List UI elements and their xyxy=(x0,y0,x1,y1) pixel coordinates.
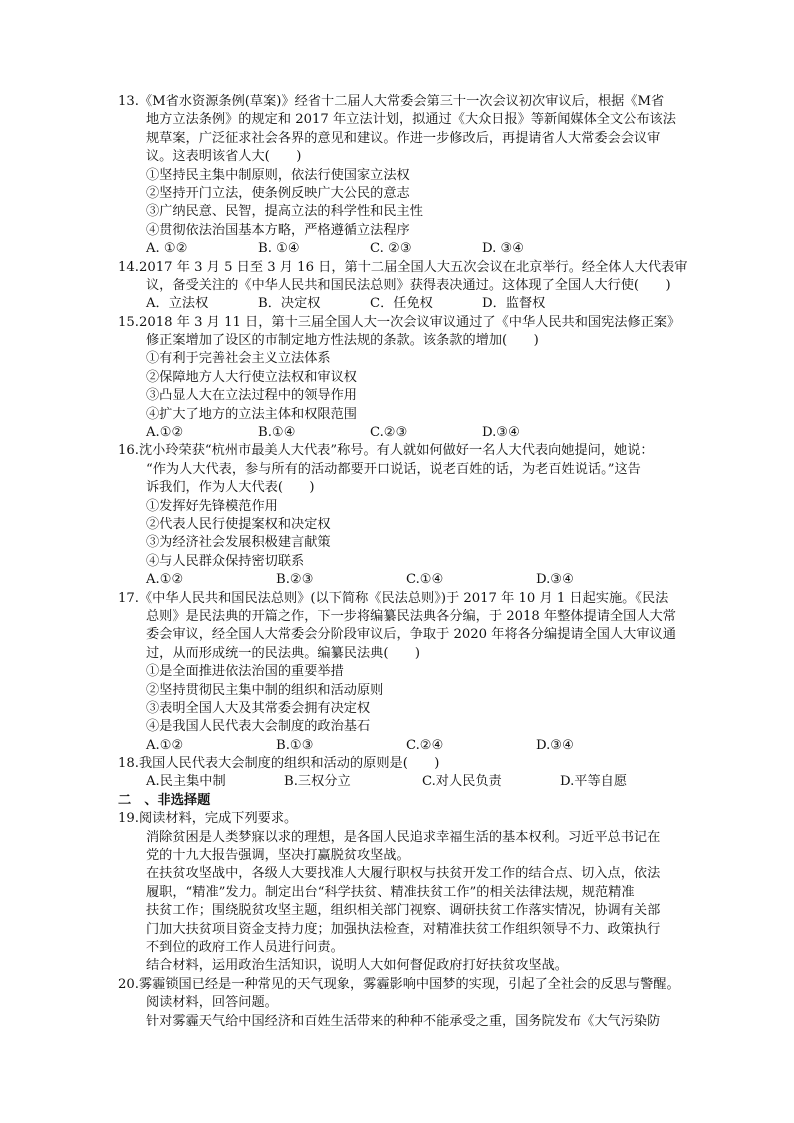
question-stem-line: 13.《M省水资源条例(草案)》经省十二届人大常委会第三十一次会议初次审议后，根据《M省 xyxy=(118,94,665,109)
choice-b: B. ①④ xyxy=(258,241,300,257)
choice-c: C.对人民负责 xyxy=(422,774,502,790)
choice-a: A．立法权 xyxy=(146,296,209,312)
question-stem-line: “作为人大代表，参与所有的活动都要开口说话，说老百姓的话，为老百姓说话。”这告 xyxy=(146,461,641,477)
question-stem-line: 17.《中华人民共和国民法总则》(以下简称《民法总则》)于 2017 年 10 月 1 日起实施。《民法 xyxy=(118,590,669,606)
statement-option: ④与人民群众保持密切联系 xyxy=(146,553,305,569)
statement-option: ①有利于完善社会主义立法体系 xyxy=(146,351,331,367)
choice-b: B.①④ xyxy=(258,425,296,441)
question-stem-line: 总则》是民法典的开篇之作，下一步将编纂民法典各分编，于 2018 年整体提请全国人大常 xyxy=(146,608,676,624)
choice-b: B.②③ xyxy=(276,572,314,588)
page-content xyxy=(118,93,700,1031)
material-paragraph-line: 党的十九大报告强调，坚决打赢脱贫攻坚战。 xyxy=(146,848,410,864)
choice-d: D.平等自愿 xyxy=(560,774,628,790)
choice-c: C. ②③ xyxy=(370,241,412,257)
choice-d: D.③④ xyxy=(536,572,574,588)
choice-a: A.①② xyxy=(146,572,184,588)
choice-b: B.①③ xyxy=(276,737,314,753)
material-paragraph-line: 不到位的政府工作人员进行问责。 xyxy=(146,939,344,955)
answer-choices xyxy=(118,737,700,755)
section-title: 二 、非选择题 xyxy=(118,792,211,808)
choice-d: D．监督权 xyxy=(482,296,546,312)
choice-b: B.三权分立 xyxy=(284,774,351,790)
choice-a: A.①② xyxy=(146,425,184,441)
material-paragraph-line: 在扶贫攻坚战中，各级人大要找准人大履行职权与扶贫开发工作的结合点、切入点，依法 xyxy=(146,866,661,882)
statement-option: ④是我国人民代表大会制度的政治基石 xyxy=(146,719,371,735)
question-19 xyxy=(118,810,700,976)
choice-b: B．决定权 xyxy=(258,296,321,312)
statement-option: ②坚持开门立法，使条例反映广大公民的意志 xyxy=(146,185,410,201)
statement-option: ①坚持民主集中制原则，依法行使国家立法权 xyxy=(146,167,410,183)
question-stem-line: 16.沈小玲荣获“杭州市最美人大代表”称号。有人就如何做好一名人大代表向她提问，她说： xyxy=(118,443,654,459)
statement-option: ③表明全国人大及其常委会拥有决定权 xyxy=(146,700,371,716)
choice-a: A.①② xyxy=(146,737,184,753)
answer-choices xyxy=(118,295,700,313)
question-stem-line: 过，从而形成统一的民法典。编纂民法典( ) xyxy=(146,645,421,661)
material-paragraph-line: 履职，“精准”发力。制定出台“科学扶贫、精准扶贫工作”的相关法律法规，规范精准 xyxy=(146,884,635,900)
choice-c: C.②④ xyxy=(406,737,444,753)
choice-d: D. ③④ xyxy=(482,241,525,257)
choice-c: C.②③ xyxy=(370,425,408,441)
answer-choices xyxy=(118,424,700,442)
statement-option: ②保障地方人大行使立法权和审议权 xyxy=(146,369,357,385)
statement-option: ②坚持贯彻民主集中制的组织和活动原则 xyxy=(146,682,384,698)
statement-option: ④扩大了地方的立法主体和权限范围 xyxy=(146,406,357,422)
choice-d: D.③④ xyxy=(482,425,520,441)
question-stem-line: 18.我国人民代表大会制度的组织和活动的原则是( ) xyxy=(118,756,440,772)
question-13 xyxy=(118,93,700,259)
material-paragraph-line: 扶贫工作；围绕脱贫攻坚主题，组织相关部门视察、调研扶贫工作落实情况，协调有关部 xyxy=(146,903,661,919)
statement-option: ①是全面推进依法治国的重要举措 xyxy=(146,664,344,680)
statement-option: ②代表人民行使提案权和决定权 xyxy=(146,516,331,532)
question-17 xyxy=(118,590,700,756)
question-15 xyxy=(118,314,700,443)
question-16 xyxy=(118,442,700,589)
question-stem-line: 20.雾霾锁国已经是一种常见的天气现象，雾霾影响中国梦的实现，引起了全社会的反思与警醒。 xyxy=(118,976,680,992)
question-stem-line: 议。这表明该省人大( ) xyxy=(146,149,302,165)
question-prompt-line: 阅读材料，回答问题。 xyxy=(146,995,278,1011)
question-stem-line: 修正案增加了设区的市制定地方性法规的条款。该条款的增加( ) xyxy=(146,333,539,349)
material-paragraph-line: 消除贫困是人类梦寐以求的理想，是各国人民追求幸福生活的基本权利。习近平总书记在 xyxy=(146,829,661,845)
statement-option: ③为经济社会发展积极建言献策 xyxy=(146,535,331,551)
question-stem-line: 规草案，广泛征求社会各界的意见和建议。作进一步修改后，再提请省人大常委会会议审 xyxy=(146,130,661,146)
statement-option: ④贯彻依法治国基本方略，严格遵循立法程序 xyxy=(146,222,410,238)
statement-option: ③广纳民意、民智，提高立法的科学性和民主性 xyxy=(146,204,423,220)
choice-c: C.①④ xyxy=(406,572,444,588)
question-stem-line: 委会审议，经全国人大常委会分阶段审议后，争取于 2020 年将各分编提请全国人大审议通 xyxy=(146,627,676,643)
question-18 xyxy=(118,755,700,792)
question-stem-line: 15.2018 年 3 月 11 日，第十三届全国人大一次会议审议通过了《中华人民共和国宪法修正案》 xyxy=(118,314,681,330)
question-stem-line: 19.阅读材料，完成下列要求。 xyxy=(118,811,298,827)
question-20 xyxy=(118,976,700,1031)
answer-choices xyxy=(118,773,700,791)
choice-c: C．任免权 xyxy=(370,296,433,312)
question-14 xyxy=(118,259,700,314)
material-paragraph-line: 针对雾霾天气给中国经济和百姓生活带来的种种不能承受之重，国务院发布《大气污染防 xyxy=(146,1013,661,1029)
statement-option: ①发挥好先锋模范作用 xyxy=(146,498,278,514)
question-stem-line: 诉我们，作为人大代表( ) xyxy=(146,480,315,496)
question-stem-line: 议，备受关注的《中华人民共和国民法总则》获得表决通过。这体现了全国人大行使( ) xyxy=(146,277,671,293)
choice-a: A.民主集中制 xyxy=(146,774,226,790)
statement-option: ③凸显人大在立法过程中的领导作用 xyxy=(146,388,357,404)
question-stem-line: 地方立法条例》的规定和 2017 年立法计划，拟通过《大众日报》等新闻媒体全文公布该法 xyxy=(146,112,676,128)
material-paragraph-line: 门加大扶贫项目资金支持力度；加强执法检查，对精准扶贫工作组织领导不力、政策执行 xyxy=(146,921,661,937)
answer-choices xyxy=(118,571,700,589)
question-prompt-line: 结合材料，运用政治生活知识，说明人大如何督促政府打好扶贫攻坚战。 xyxy=(146,958,568,974)
question-stem-line: 14.2017 年 3 月 5 日至 3 月 16 日，第十二届全国人大五次会议在北京举行。经全体人大代表审 xyxy=(118,259,688,275)
answer-choices xyxy=(118,240,700,258)
choice-a: A. ①② xyxy=(146,241,188,257)
choice-d: D.③④ xyxy=(536,737,574,753)
